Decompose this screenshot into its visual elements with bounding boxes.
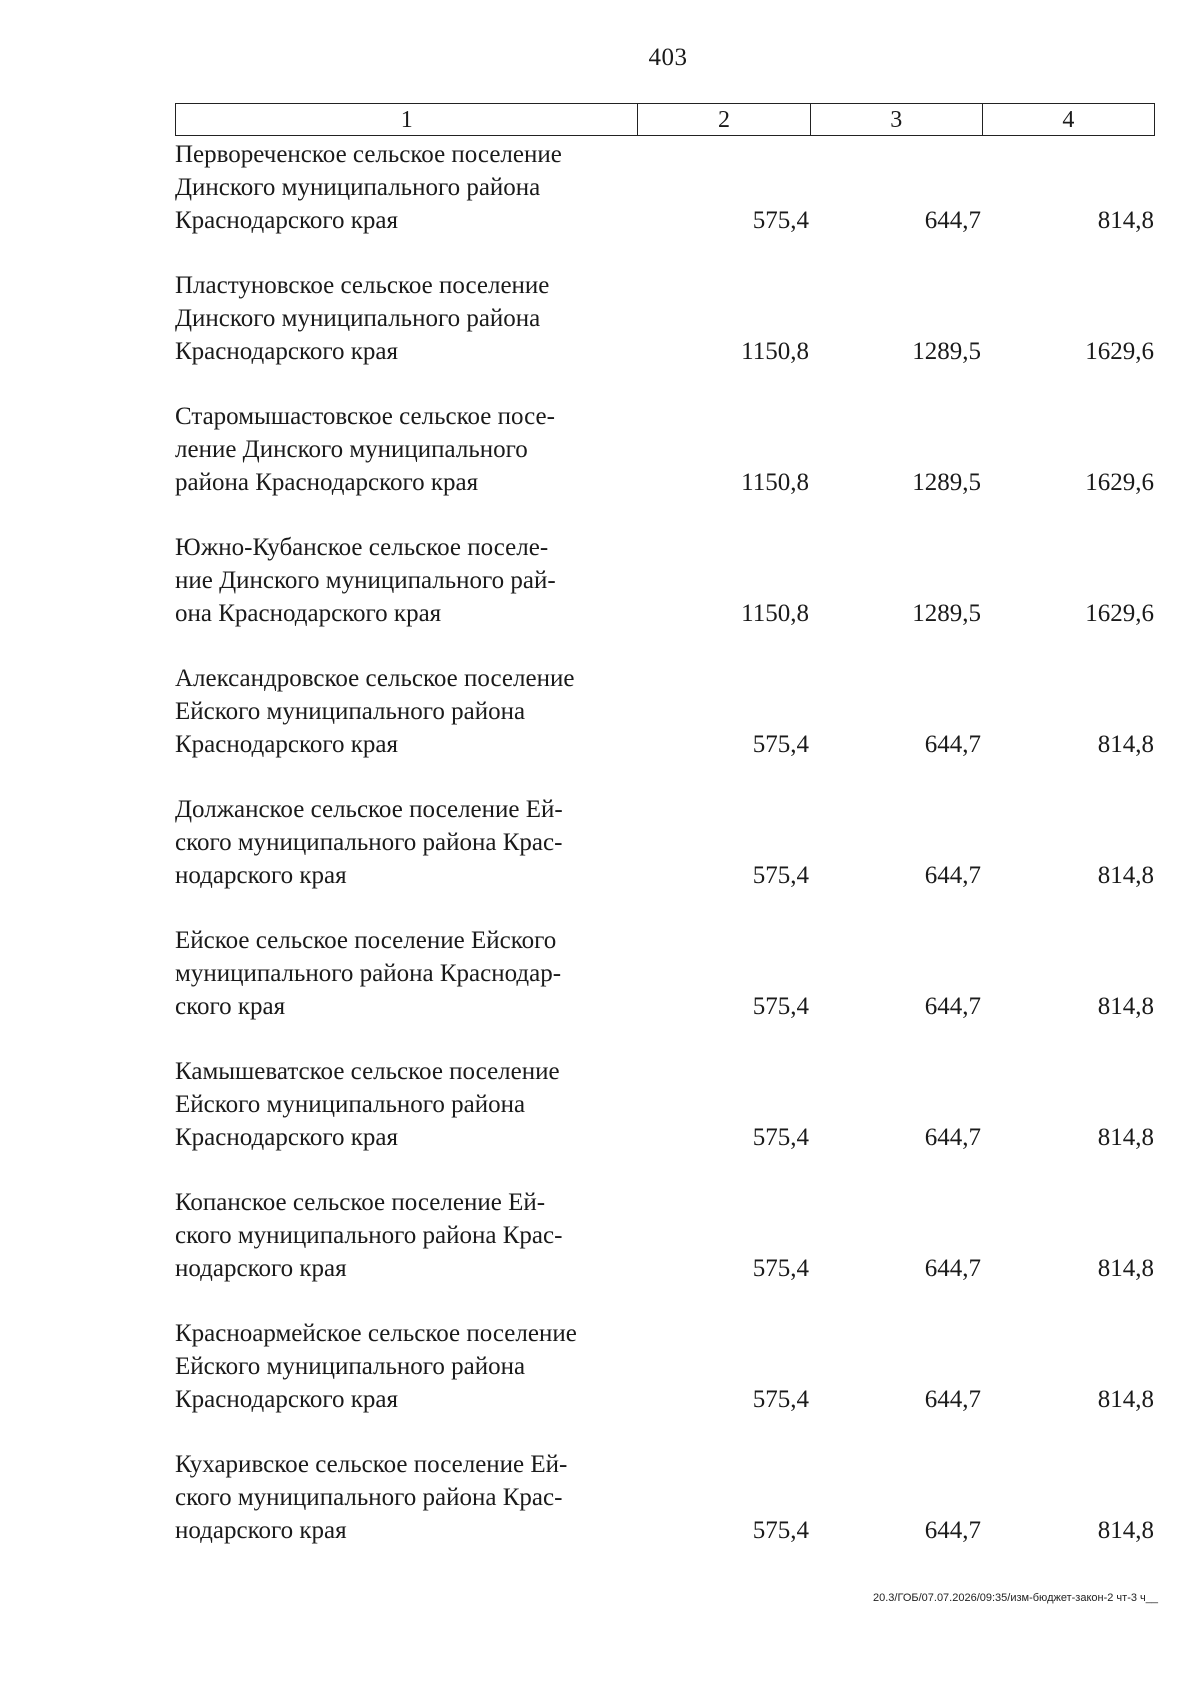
table-row	[175, 400, 1156, 531]
value-col-4: 814,8	[1097, 731, 1154, 758]
value-col-4: 814,8	[1097, 1386, 1154, 1413]
settlement-name-line: Александровское сельское поселение	[175, 665, 575, 692]
value-col-2: 575,4	[752, 1386, 809, 1413]
settlement-name-line: ского муниципального района Крас-	[175, 829, 563, 856]
value-col-2: 1150,8	[741, 469, 809, 496]
settlement-name	[175, 1055, 635, 1154]
value-col-4: 814,8	[1097, 993, 1154, 1020]
settlement-name-line: нодарского края	[175, 1517, 347, 1544]
settlement-name-line: ние Динского муниципального рай-	[175, 567, 556, 594]
value-col-2: 575,4	[752, 1124, 809, 1151]
value-col-4: 1629,6	[1085, 469, 1154, 496]
column-header-table	[175, 103, 1155, 136]
column-header-1: 1	[176, 104, 638, 136]
settlement-name-line: района Краснодарского края	[175, 469, 479, 496]
settlement-name-line: Динского муниципального района	[175, 305, 541, 332]
column-header-4: 4	[982, 104, 1154, 136]
value-col-2: 575,4	[752, 993, 809, 1020]
settlement-name-line: Первореченское сельское поселение	[175, 141, 562, 168]
value-col-3: 644,7	[924, 731, 981, 758]
value-col-2: 575,4	[752, 731, 809, 758]
settlement-name	[175, 1448, 635, 1547]
settlement-name-line: нодарского края	[175, 1255, 347, 1282]
settlement-name-line: Ейского муниципального района	[175, 1353, 526, 1380]
table-row	[175, 269, 1156, 400]
value-col-4: 1629,6	[1085, 338, 1154, 365]
settlement-name-line: Кухаривское сельское поселение Ей-	[175, 1451, 568, 1478]
settlement-name-line: она Краснодарского края	[175, 600, 442, 627]
value-col-3: 644,7	[924, 207, 981, 234]
settlement-name-line: Копанское сельское поселение Ей-	[175, 1189, 546, 1216]
settlement-name-line: Краснодарского края	[175, 1386, 398, 1413]
settlement-name-line: Ейское сельское поселение Ейского	[175, 927, 557, 954]
settlement-name-line: Должанское сельское поселение Ей-	[175, 796, 563, 823]
value-col-4: 814,8	[1097, 1255, 1154, 1282]
settlement-name	[175, 269, 635, 368]
settlement-name-line: Пластуновское сельское поселение	[175, 272, 550, 299]
value-col-2: 575,4	[752, 1255, 809, 1282]
value-col-3: 644,7	[924, 1124, 981, 1151]
settlement-name-line: ского муниципального района Крас-	[175, 1484, 563, 1511]
settlement-name-line: Краснодарского края	[175, 731, 398, 758]
value-col-2: 1150,8	[741, 338, 809, 365]
table-row	[175, 1055, 1156, 1186]
column-header-row	[176, 104, 1155, 136]
value-col-4: 814,8	[1097, 1124, 1154, 1151]
settlement-name-line: Краснодарского края	[175, 207, 398, 234]
column-header-3: 3	[810, 104, 982, 136]
table-body	[175, 138, 1156, 1579]
settlement-name	[175, 662, 635, 761]
value-col-4: 814,8	[1097, 1517, 1154, 1544]
value-col-3: 644,7	[924, 1517, 981, 1544]
settlement-name	[175, 138, 635, 237]
settlement-name	[175, 924, 635, 1023]
table-row	[175, 662, 1156, 793]
settlement-name-line: ского муниципального района Крас-	[175, 1222, 563, 1249]
settlement-name	[175, 1186, 635, 1285]
value-col-2: 1150,8	[741, 600, 809, 627]
settlement-name-line: нодарского края	[175, 862, 347, 889]
settlement-name-line: Южно-Кубанское сельское поселе-	[175, 534, 549, 561]
settlement-name-line: Камышеватское сельское поселение	[175, 1058, 560, 1085]
column-header-2: 2	[638, 104, 810, 136]
table-row	[175, 793, 1156, 924]
settlement-name-line: ского края	[175, 993, 286, 1020]
value-col-3: 644,7	[924, 1255, 981, 1282]
table-row	[175, 1448, 1156, 1579]
settlement-name-line: Красноармейское сельское поселение	[175, 1320, 577, 1347]
settlement-name-line: Старомышастовское сельское посе-	[175, 403, 555, 430]
table-row	[175, 138, 1156, 269]
settlement-name-line: муниципального района Краснодар-	[175, 960, 562, 987]
table-row	[175, 531, 1156, 662]
settlement-name-line: Краснодарского края	[175, 338, 398, 365]
value-col-3: 644,7	[924, 1386, 981, 1413]
settlement-name	[175, 400, 635, 499]
settlement-name-line: Ейского муниципального района	[175, 698, 526, 725]
value-col-2: 575,4	[752, 207, 809, 234]
value-col-4: 814,8	[1097, 207, 1154, 234]
value-col-4: 814,8	[1097, 862, 1154, 889]
table-row	[175, 1317, 1156, 1448]
value-col-3: 644,7	[924, 862, 981, 889]
value-col-3: 1289,5	[912, 600, 981, 627]
value-col-2: 575,4	[752, 862, 809, 889]
settlement-name-line: Динского муниципального района	[175, 174, 541, 201]
settlement-name	[175, 793, 635, 892]
settlement-name-line: ление Динского муниципального	[175, 436, 528, 463]
settlement-name-line: Ейского муниципального района	[175, 1091, 526, 1118]
document-footer-code: 20.3/ГОБ/07.07.2026/09:35/изм-бюджет-закон-2 чт-3 ч__	[873, 1592, 1158, 1604]
settlement-name-line: Краснодарского края	[175, 1124, 398, 1151]
settlement-name	[175, 1317, 635, 1416]
table-row	[175, 924, 1156, 1055]
table-row	[175, 1186, 1156, 1317]
value-col-2: 575,4	[752, 1517, 809, 1544]
page-number: 403	[648, 44, 688, 71]
settlement-name	[175, 531, 635, 630]
value-col-3: 1289,5	[912, 469, 981, 496]
value-col-3: 644,7	[924, 993, 981, 1020]
value-col-4: 1629,6	[1085, 600, 1154, 627]
value-col-3: 1289,5	[912, 338, 981, 365]
